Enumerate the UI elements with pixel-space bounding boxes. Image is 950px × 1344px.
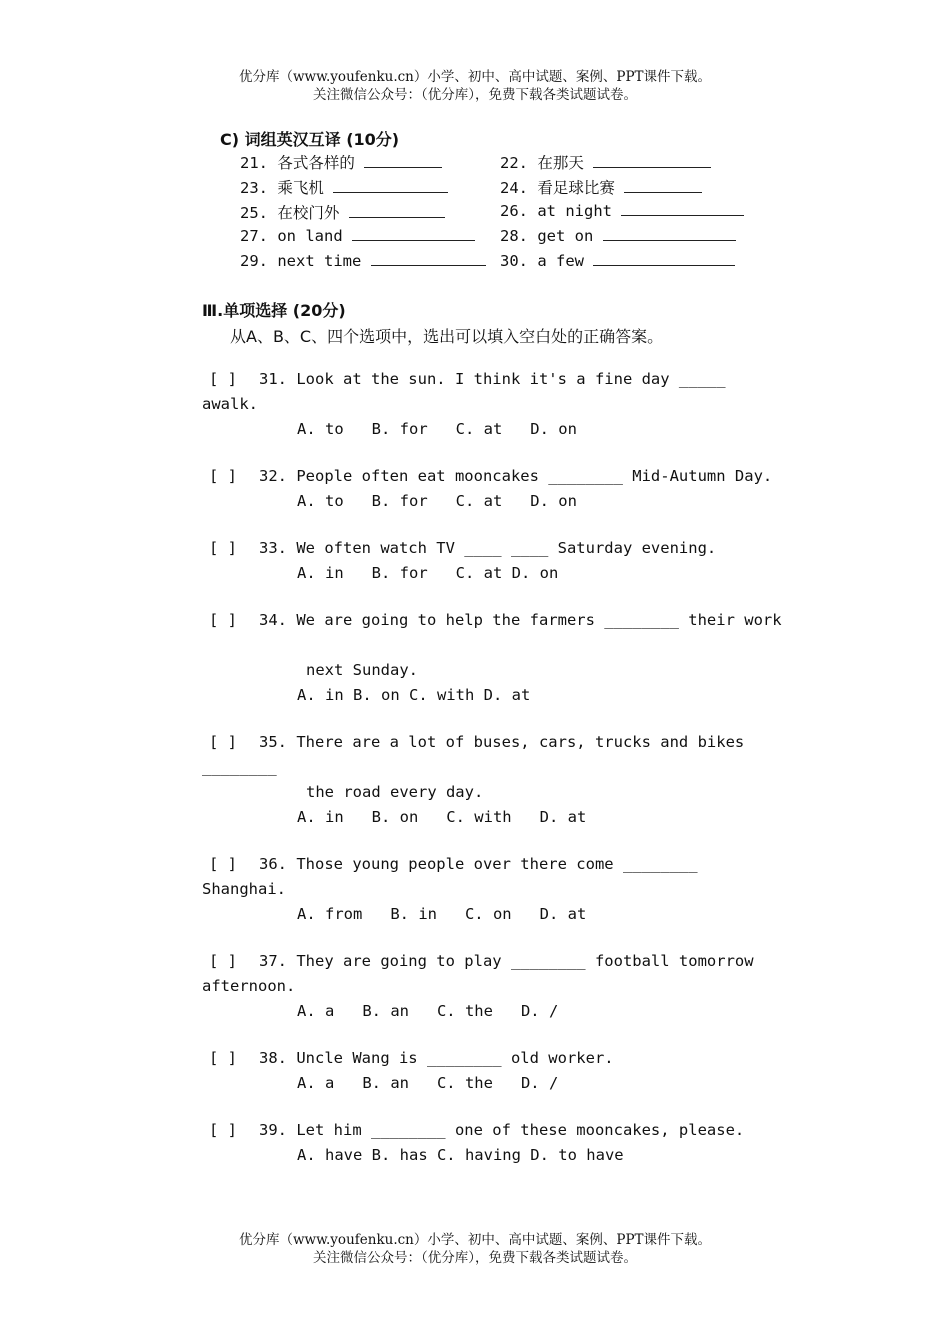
phrase-item-30 (500, 251, 735, 270)
answer-blank (593, 153, 711, 168)
question-text: 34. We are going to help the farmers ________ their work (259, 611, 782, 629)
phrase-item-27 (240, 226, 475, 245)
question-text-cont: afternoon. (202, 977, 296, 995)
answer-blank (352, 226, 475, 241)
phrase-item-29 (240, 251, 486, 270)
phrase-label: 25. 在校门外 (240, 204, 340, 222)
question-text-cont: Shanghai. (202, 880, 286, 898)
answer-blank (603, 226, 736, 241)
answer-blank (624, 178, 702, 193)
section-iii-title: Ⅲ.单项选择 (20分) (202, 301, 346, 320)
answer-options: A. in B. for C. at D. on (297, 564, 559, 582)
answer-bracket[interactable]: [ ] (209, 370, 237, 388)
phrase-item-21 (240, 151, 442, 173)
phrase-label: 30. a few (500, 252, 584, 270)
phrase-label: 23. 乘飞机 (240, 179, 324, 197)
question-text-cont: next Sunday. (306, 661, 418, 679)
page-header (0, 68, 950, 104)
answer-blank (364, 153, 442, 168)
phrase-item-24 (500, 176, 702, 198)
answer-options: A. a B. an C. the D. / (297, 1002, 559, 1020)
footer-line-2: 关注微信公众号：（优分库），免费下载各类试题试卷。 (313, 1250, 637, 1266)
header-line-2: 关注微信公众号：（优分库），免费下载各类试题试卷。 (313, 87, 637, 103)
section-instruction: 从A、B、C、四个选项中，选出可以填入空白处的正确答案。 (230, 327, 664, 346)
answer-bracket[interactable]: [ ] (209, 1121, 237, 1139)
footer-line-1: 优分库（www.youfenku.cn）小学、初中、高中试题、案例、PPT课件下载。 (238, 1232, 712, 1248)
phrase-item-22 (500, 151, 711, 173)
answer-blank (349, 203, 445, 218)
phrase-label: 22. 在那天 (500, 154, 584, 172)
answer-bracket[interactable]: [ ] (209, 733, 237, 751)
question-blank-line: ________ (202, 758, 277, 776)
question-text: 35. There are a lot of buses, cars, trucks and bikes (259, 733, 745, 751)
answer-options: A. have B. has C. having D. to have (297, 1146, 624, 1164)
phrase-label: 29. next time (240, 252, 362, 270)
answer-options: A. to B. for C. at D. on (297, 492, 577, 510)
answer-bracket[interactable]: [ ] (209, 1049, 237, 1067)
answer-options: A. in B. on C. with D. at (297, 686, 531, 704)
question-text: 37. They are going to play ________ football tomorrow (259, 952, 754, 970)
header-line-1: 优分库（www.youfenku.cn）小学、初中、高中试题、案例、PPT课件下载。 (238, 69, 712, 85)
answer-bracket[interactable]: [ ] (209, 611, 237, 629)
answer-blank (593, 251, 735, 266)
answer-bracket[interactable]: [ ] (209, 539, 237, 557)
question-text: 36. Those young people over there come ________ (259, 855, 698, 873)
answer-blank (621, 201, 744, 216)
phrase-item-28 (500, 226, 736, 245)
phrase-label: 21. 各式各样的 (240, 154, 355, 172)
question-text: 33. We often watch TV ____ ____ Saturday evening. (259, 539, 717, 557)
answer-options: A. in B. on C. with D. at (297, 808, 587, 826)
answer-blank (333, 178, 448, 193)
answer-bracket[interactable]: [ ] (209, 952, 237, 970)
answer-bracket[interactable]: [ ] (209, 855, 237, 873)
phrase-label: 28. get on (500, 227, 594, 245)
answer-options: A. from B. in C. on D. at (297, 905, 587, 923)
question-text-cont: the road every day. (306, 783, 484, 801)
question-text: 38. Uncle Wang is ________ old worker. (259, 1049, 614, 1067)
question-text-cont: awalk. (202, 395, 258, 413)
page-footer (0, 1231, 950, 1267)
phrase-label: 24. 看足球比赛 (500, 179, 615, 197)
question-text: 32. People often eat mooncakes ________ Mid-Autumn Day. (259, 467, 773, 485)
phrase-label: 26. at night (500, 202, 612, 220)
answer-options: A. a B. an C. the D. / (297, 1074, 559, 1092)
phrase-item-25 (240, 201, 445, 223)
question-text: 39. Let him ________ one of these mooncakes, please. (259, 1121, 745, 1139)
phrase-item-23 (240, 176, 448, 198)
phrase-item-26 (500, 201, 744, 220)
section-c-title: C) 词组英汉互译 (10分) (220, 130, 400, 149)
question-text: 31. Look at the sun. I think it's a fine day _____ (259, 370, 726, 388)
answer-options: A. to B. for C. at D. on (297, 420, 577, 438)
answer-blank (371, 251, 486, 266)
answer-bracket[interactable]: [ ] (209, 467, 237, 485)
phrase-label: 27. on land (240, 227, 343, 245)
